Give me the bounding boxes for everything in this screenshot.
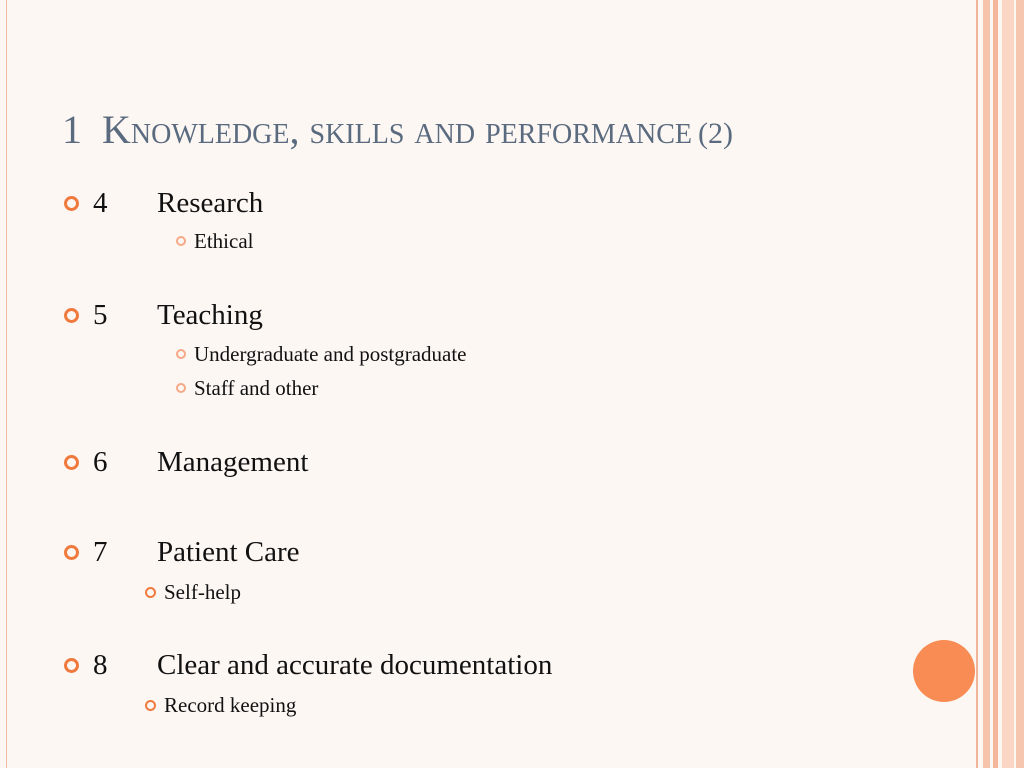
sub-item-undergraduate xyxy=(176,341,467,367)
decor-stripe xyxy=(976,0,978,768)
sub-item-label: Staff and other xyxy=(194,375,319,400)
bullet-number: 7 xyxy=(93,535,108,568)
sub-item-ethical xyxy=(176,228,253,254)
bullet-number: 4 xyxy=(93,186,108,219)
sub-bullet-ring-icon xyxy=(176,236,186,246)
bullet-item-management xyxy=(64,444,308,480)
sub-bullet-ring-icon xyxy=(145,700,156,711)
sub-item-record-keeping xyxy=(145,692,296,718)
bullet-ring-icon xyxy=(64,308,79,323)
bullet-ring-icon xyxy=(64,455,79,470)
bullet-label: Management xyxy=(157,445,309,478)
bullet-ring-icon xyxy=(64,196,79,211)
slide-frame-left xyxy=(6,0,7,768)
bullet-number: 8 xyxy=(93,648,108,681)
title-text: Knowledge, skills and performance xyxy=(102,107,693,152)
bullet-number: 5 xyxy=(93,298,108,331)
bullet-ring-icon xyxy=(64,545,79,560)
title-number: 1 xyxy=(62,107,82,152)
sub-bullet-ring-icon xyxy=(145,587,156,598)
bullet-item-research xyxy=(64,185,263,221)
sub-item-self-help xyxy=(145,579,241,605)
sub-item-staff xyxy=(176,375,318,401)
bullet-item-teaching xyxy=(64,297,263,333)
title-suffix: (2) xyxy=(698,117,733,150)
bullet-label: Patient Care xyxy=(157,535,300,568)
bullet-label: Clear and accurate documentation xyxy=(157,648,553,681)
bullet-item-documentation xyxy=(64,647,552,683)
sub-bullet-ring-icon xyxy=(176,383,186,393)
bullet-ring-icon xyxy=(64,658,79,673)
sub-item-label: Undergraduate and postgraduate xyxy=(194,341,467,366)
sub-item-label: Self-help xyxy=(164,579,241,604)
decor-stripe xyxy=(983,0,990,768)
bullet-number: 6 xyxy=(93,445,108,478)
sub-bullet-ring-icon xyxy=(176,349,186,359)
sub-item-label: Ethical xyxy=(194,228,254,253)
decor-stripe xyxy=(1016,0,1024,768)
decor-stripe xyxy=(993,0,998,768)
decor-orange-circle xyxy=(913,640,975,702)
bullet-item-patient-care xyxy=(64,534,300,570)
bullet-label: Teaching xyxy=(157,298,263,331)
slide-title xyxy=(62,100,962,160)
bullet-label: Research xyxy=(157,186,264,219)
decor-stripe xyxy=(1002,0,1014,768)
sub-item-label: Record keeping xyxy=(164,692,297,717)
